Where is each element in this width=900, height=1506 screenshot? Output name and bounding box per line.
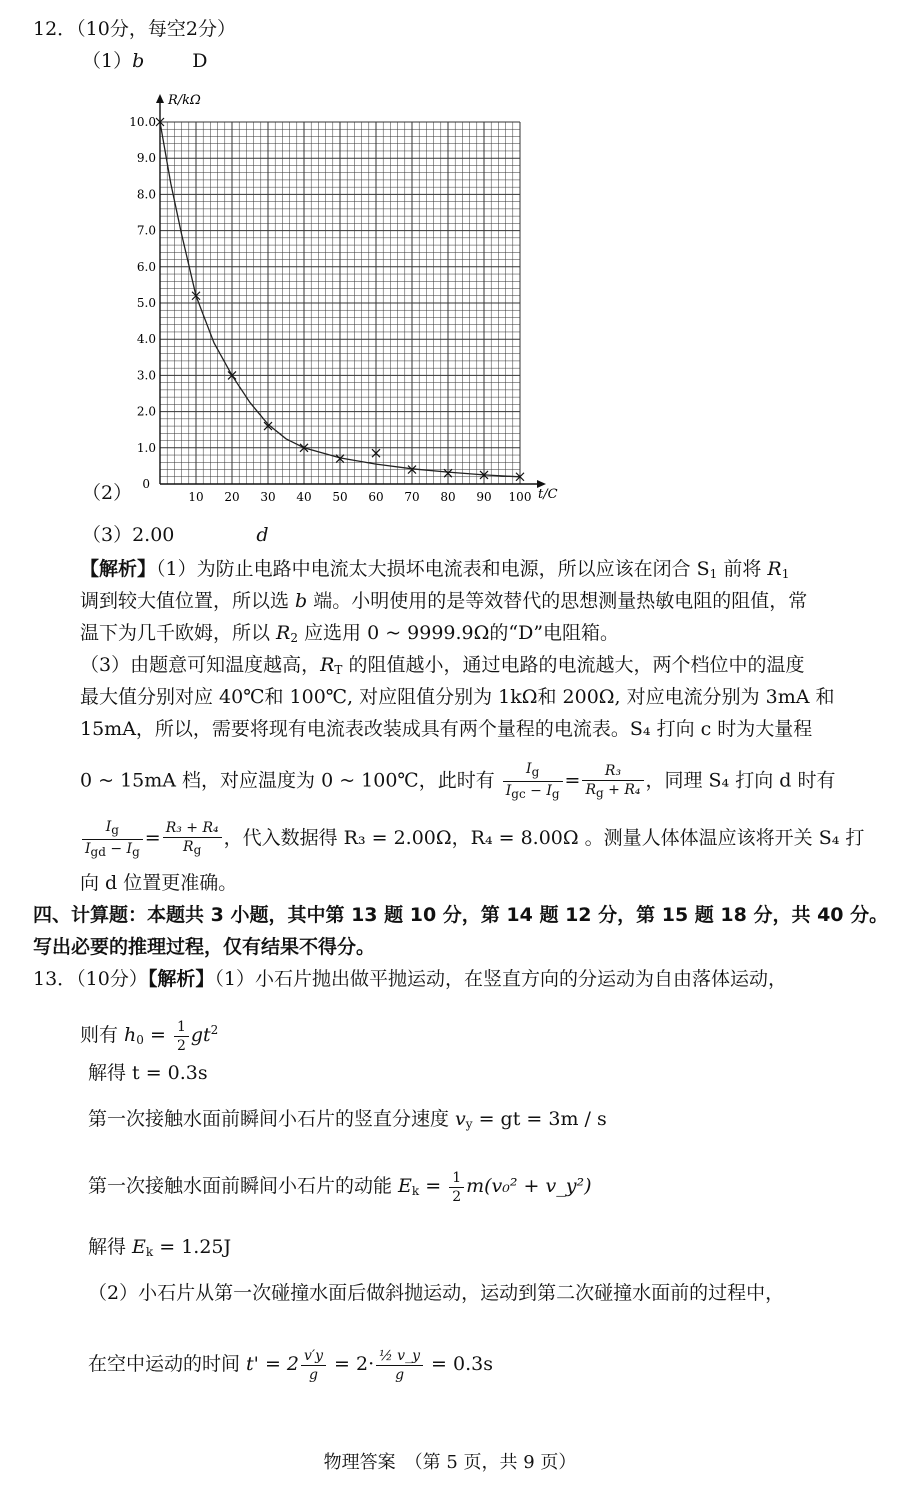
analysis-3-line-2: 最大值分别对应 40℃和 100℃, 对应阻值分别为 1kΩ和 200Ω, 对应电流分别为 3mA 和 bbox=[80, 686, 835, 708]
fraction-ig-over-igd: $\frac{I_g}{I_{gd} - I_g}$ bbox=[82, 818, 143, 861]
fraction-ig-over-igc: $\frac{I_g}{I_{gc} - I_g}$ bbox=[503, 760, 563, 803]
y-tick-label: 10.0 bbox=[129, 115, 156, 129]
page-footer: 物理答案 （第 5 页，共 9 页） bbox=[323, 1452, 577, 1473]
q13-header: 13．（10分）【解析】（1）小石片抛出做平抛运动，在竖直方向的分运动为自由落体运动， bbox=[33, 968, 787, 990]
q12-part1: （1）b D bbox=[82, 50, 208, 72]
y-tick-label: 3.0 bbox=[136, 368, 156, 383]
analysis-1-line-1: 【解析】（1）为防止电路中电流太大损坏电流表和电源，所以应该在闭合 $S_1$ 前将 $R_1$ bbox=[80, 558, 790, 581]
x-tick-label: 60 bbox=[368, 490, 384, 502]
x-tick-label: 90 bbox=[476, 490, 492, 502]
q13-result-t: 解得 t = 0.3s bbox=[88, 1062, 208, 1084]
q13-flight-time: 在空中运动的时间 t' = 2 $\frac{v'y}{g}$ = 2· $\frac{\text{½ v\_y}}{g}$ = 0.3s bbox=[88, 1347, 493, 1383]
x-tick-label: 50 bbox=[332, 490, 348, 502]
q13-equation-h0: 则有 $h_0$ = $\frac{1}{2}$ $gt^2$ bbox=[80, 1018, 219, 1054]
x-tick-label: 10 bbox=[188, 490, 204, 502]
x-tick-label: 100 bbox=[508, 490, 532, 502]
q12-part2-label: （2） bbox=[82, 482, 133, 504]
x-tick-label: 40 bbox=[296, 490, 312, 502]
y-axis-arrow bbox=[156, 94, 164, 103]
q12-header: 12．（10分，每空2分） bbox=[33, 18, 236, 40]
x-axis-label: t/C bbox=[538, 487, 558, 502]
y-tick-label: 5.0 bbox=[136, 296, 156, 310]
q13-result-ek: 解得 $E_k = 1.25J$ bbox=[88, 1236, 232, 1259]
section4-heading-line-2: 写出必要的推理过程，仅有结果不得分。 bbox=[33, 936, 376, 958]
x-tick-label: 70 bbox=[404, 490, 420, 502]
analysis-3-line-1: （3）由题意可知温度越高，$R_T$ 的阻值越小，通过电路的电流越大，两个档位中的温度 bbox=[80, 654, 805, 677]
x-tick-label: 30 bbox=[260, 490, 276, 502]
x-tick-label: 20 bbox=[224, 490, 240, 502]
analysis-1-line-3: 温下为几千欧姆，所以 $R_2$ 应选用 0 ~ 9999.9Ω的“D”电阻箱。 bbox=[80, 622, 620, 645]
y-axis-label: R/kΩ bbox=[168, 93, 201, 108]
origin-label: 0 bbox=[142, 477, 150, 491]
y-tick-label: 8.0 bbox=[136, 187, 156, 202]
y-tick-label: 7.0 bbox=[136, 223, 156, 238]
analysis-3-line-3: 15mA，所以，需要将现有电流表改装成具有两个量程的电流表。S₄ 打向 c 时为大量程 bbox=[80, 718, 813, 740]
fraction-r3r4-over-rg: $\frac{\text{R₃ + R₄}}{R_g}$ bbox=[163, 819, 222, 859]
y-tick-label: 2.0 bbox=[136, 404, 156, 419]
y-tick-label: 4.0 bbox=[136, 332, 156, 347]
y-tick-label: 9.0 bbox=[136, 151, 156, 166]
y-tick-label: 6.0 bbox=[136, 259, 156, 274]
analysis-3-line-6: 向 d 位置更准确。 bbox=[80, 872, 238, 894]
resistance-temperature-chart bbox=[120, 82, 570, 502]
fraction-r3-over-rg-r4: $\frac{\text{R₃}}{R_g + R_4}$ bbox=[582, 762, 643, 802]
q13-vertical-velocity: 第一次接触水面前瞬间小石片的竖直分速度 $v_y$ = gt = 3m / s bbox=[88, 1108, 607, 1131]
q13-kinetic-energy: 第一次接触水面前瞬间小石片的动能 $E_k$ = $\frac{1}{2}$ m(v₀² + v_y²) bbox=[88, 1169, 592, 1205]
q12-part3: （3）2.00 d bbox=[82, 524, 269, 546]
analysis-3-line-4: 0 ~ 15mA 档，对应温度为 0 ~ 100℃，此时有 $\frac{I_g}{I_{gc} - I_g}$ = $\frac{\text{R₃}}{R_g + R_4}$ ，同理 S₄ 打向 d 时有 bbox=[80, 761, 836, 801]
analysis-3-line-5: $\frac{I_g}{I_{gd} - I_g}$ = $\frac{\text{R₃ + R₄}}{R_g}$ ，代入数据得 R₃ = 2.00Ω，R₄ = 8.00Ω 。测量人体体温应该将开关 S₄ 打 bbox=[80, 816, 864, 861]
section4-heading-line-1: 四、计算题：本题共 3 小题，其中第 13 题 10 分，第 14 题 12 分，第 15 题 18 分，共 40 分。 bbox=[33, 904, 889, 926]
analysis-1-line-2: 调到较大值位置，所以选 b 端。小明使用的是等效替代的思想测量热敏电阻的阻值，常 bbox=[80, 590, 808, 612]
q13-part2-intro: （2）小石片从第一次碰撞水面后做斜抛运动，运动到第二次碰撞水面前的过程中， bbox=[88, 1282, 785, 1304]
x-tick-label: 80 bbox=[440, 490, 456, 502]
y-tick-label: 1.0 bbox=[136, 440, 156, 455]
